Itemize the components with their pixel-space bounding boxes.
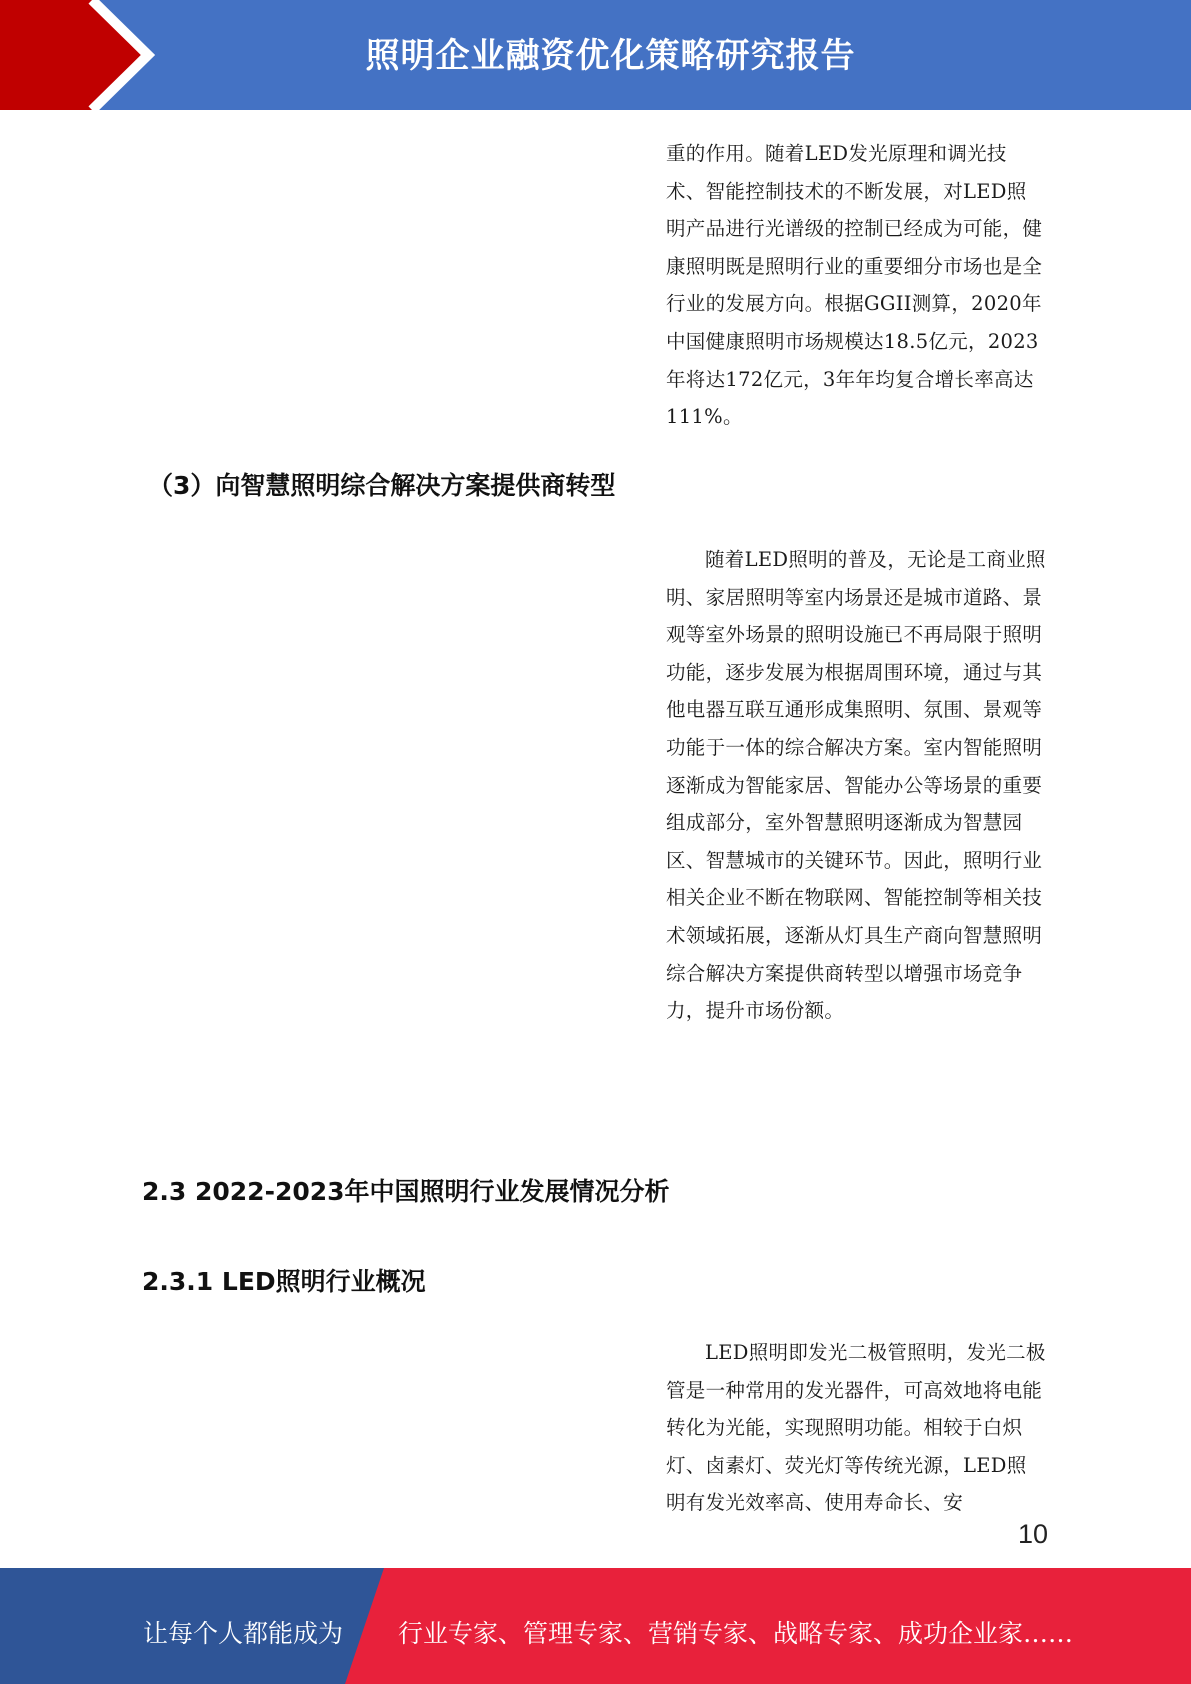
footer-slogan-left: 让每个人都能成为 xyxy=(143,1619,344,1648)
section-heading-3: （3）向智慧照明综合解决方案提供商转型 xyxy=(148,471,616,500)
body-paragraph-1: 重的作用。随着LED发光原理和调光技术、智能控制技术的不断发展，对LED照明产品进行光谱级的控制已经成为可能，健康照明既是照明行业的重要细分市场也是全行业的发展方向。根据GGII测算，2020年中国健康照明市场规模达18.5亿元，2023年将达172亿元，3年年均复合增长率高达111%。 xyxy=(666,142,1043,429)
page-number: 10 xyxy=(1017,1519,1048,1549)
report-title: 照明企业融资优化策略研究报告 xyxy=(365,36,856,76)
footer-slogan-right: 行业专家、管理专家、营销专家、战略专家、成功企业家…… xyxy=(398,1619,1074,1648)
body-paragraph-2: 随着LED照明的普及，无论是工商业照明、家居照明等室内场景还是城市道路、景观等室外场景的照明设施已不再局限于照明功能，逐步发展为根据周围环境，通过与其他电器互联互通形成集照明、氛围、景观等功能于一体的综合解决方案。室内智能照明逐渐成为智能家居、智能办公等场景的重要组成部分，室外智慧照明逐渐成为智慧园区、智慧城市的关键环节。因此，照明行业相关企业不断在物联网、智能控制等相关技术领域拓展，逐渐从灯具生产商向智慧照明综合解决方案提供商转型以增强市场竞争力，提升市场份额。 xyxy=(666,548,1046,1023)
body-paragraph-3: LED照明即发光二极管照明，发光二极管是一种常用的发光器件，可高效地将电能转化为光能，实现照明功能。相较于白炽灯、卤素灯、荧光灯等传统光源，LED照明有发光效率高、使用寿命长、安 xyxy=(666,1341,1046,1515)
section-heading-2-3: 2.3 2022-2023年中国照明行业发展情况分析 xyxy=(142,1177,670,1206)
page-footer xyxy=(0,1568,1191,1684)
page-header xyxy=(0,0,1191,110)
section-heading-2-3-1: 2.3.1 LED照明行业概况 xyxy=(142,1267,426,1296)
